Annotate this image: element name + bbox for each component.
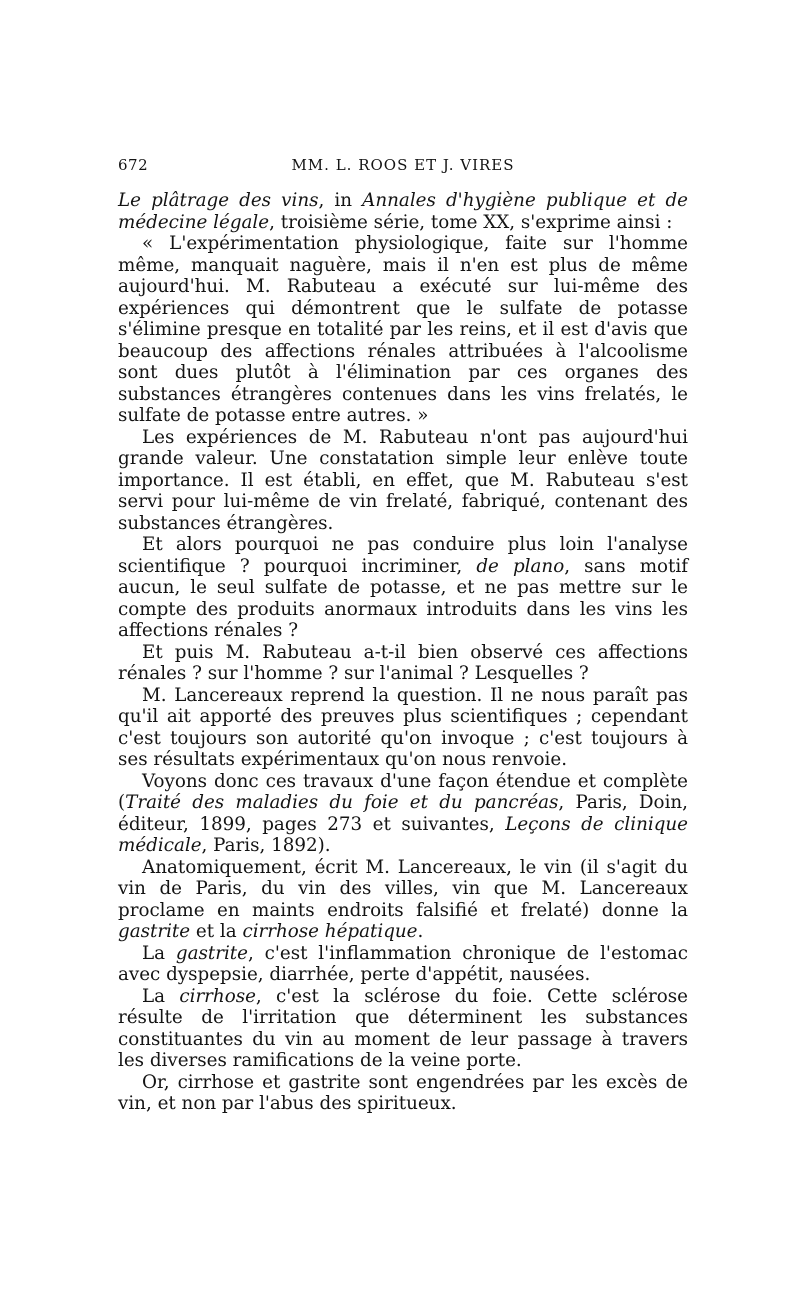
body-text (118, 190, 688, 1115)
text-run: M. Lancereaux reprend la question. Il ne nous paraît pas qu'il ait apporté des preuves plus scientifiques ; cependant c'est toujours son autorité qu'on invoque ; c'est toujours à ses résultats expérimentaux qu'on nous renvoie. (118, 684, 688, 770)
book-page (118, 148, 688, 1115)
italic-text: de plano (476, 555, 565, 577)
text-run: Anatomiquement, écrit M. Lancereaux, le vin (il s'agit du vin de Paris, du vin des villes, vin que M. Lancereaux proclame en maints endroits falsifié et frelaté) donne la (118, 856, 688, 921)
text-run: « L'expérimentation physiologique, faite sur l'homme même, manquait naguère, mais il n'en est plus de même aujourd'hui. M. Rabuteau a exécuté sur lui-même des expériences qui démontrent que le sulfate de potasse s'élimine presque en totalité par les reins, et il est d'avis que beaucoup des affections rénales attribuées à l'alcoolisme sont dues plutôt à l'élimination par ces organes des substances étrangères contenues dans les vins frelatés, le sulfate de potasse entre autres. » (118, 233, 688, 426)
text-run: Les expériences de M. Rabuteau n'ont pas aujourd'hui grande valeur. Une constatation simple leur enlève toute importance. Il est établi, en effet, que M. Rabuteau s'est servi pour lui-même de vin frelaté, fabriqué, contenant des substances étrangères. (118, 426, 688, 534)
italic-text: gastrite (175, 942, 248, 964)
text-run: , c'est l'inflammation chronique de l'estomac avec dyspepsie, diarrhée, perte d'appétit, nausées. (118, 942, 688, 985)
paragraph (118, 986, 688, 1072)
page-header (118, 148, 688, 172)
paragraph (118, 857, 688, 943)
italic-text: Leçons de clinique médicale (118, 813, 688, 856)
text-run: , Paris, Doin, éditeur, 1899, pages 273 et suivantes, (118, 792, 688, 835)
paragraph (118, 427, 688, 535)
text-run: , troisième série, tome XX, s'exprime ainsi : (269, 211, 673, 233)
running-title: MM. L. ROOS ET J. VIRES (291, 156, 515, 174)
text-run: Et puis M. Rabuteau a-t-il bien observé ces affections rénales ? sur l'homme ? sur l'animal ? Lesquelles ? (118, 641, 688, 684)
text-run: . (417, 921, 424, 942)
text-run: , sans motif aucun, le seul sulfate de potasse, et ne pas mettre sur le compte des produits anormaux introduits dans les vins les affections rénales ? (118, 555, 689, 641)
italic-text: cirrhose (179, 985, 256, 1007)
italic-text: Le plâtrage des vins (118, 190, 319, 211)
paragraph (118, 771, 688, 857)
text-run: Voyons donc ces travaux d'une façon étendue et complète ( (118, 770, 688, 813)
text-run: Et alors pourquoi ne pas conduire plus loin l'analyse scientifique ? pourquoi incriminer, (118, 534, 688, 577)
italic-text: cirrhose hépatique (242, 921, 418, 942)
paragraph (118, 233, 688, 427)
text-run: , in (318, 190, 363, 211)
text-run: , Paris, 1892). (201, 835, 331, 856)
page-number: 672 (118, 156, 149, 174)
italic-text: Traité des maladies du foie et du pancréas (125, 792, 559, 813)
italic-text: Annales d'hygiène publique et de médecine légale (118, 190, 688, 233)
text-run: La (142, 985, 180, 1007)
paragraph (118, 685, 688, 771)
text-run: Or, cirrhose et gastrite sont engendrées par les excès de vin, et non par l'abus des spiritueux. (118, 1071, 688, 1114)
paragraph (118, 943, 688, 986)
paragraph (118, 534, 688, 642)
paragraph (118, 1072, 688, 1115)
paragraph (118, 642, 688, 685)
text-run: , c'est la sclérose du foie. Cette sclérose résulte de l'irritation que déterminent les substances constituantes du vin au moment de leur passage à travers les diverses ramifications de la veine porte. (118, 985, 688, 1071)
text-run: La (142, 942, 176, 964)
paragraph (118, 190, 688, 233)
text-run: et la (190, 921, 243, 942)
italic-text: gastrite (118, 921, 191, 942)
